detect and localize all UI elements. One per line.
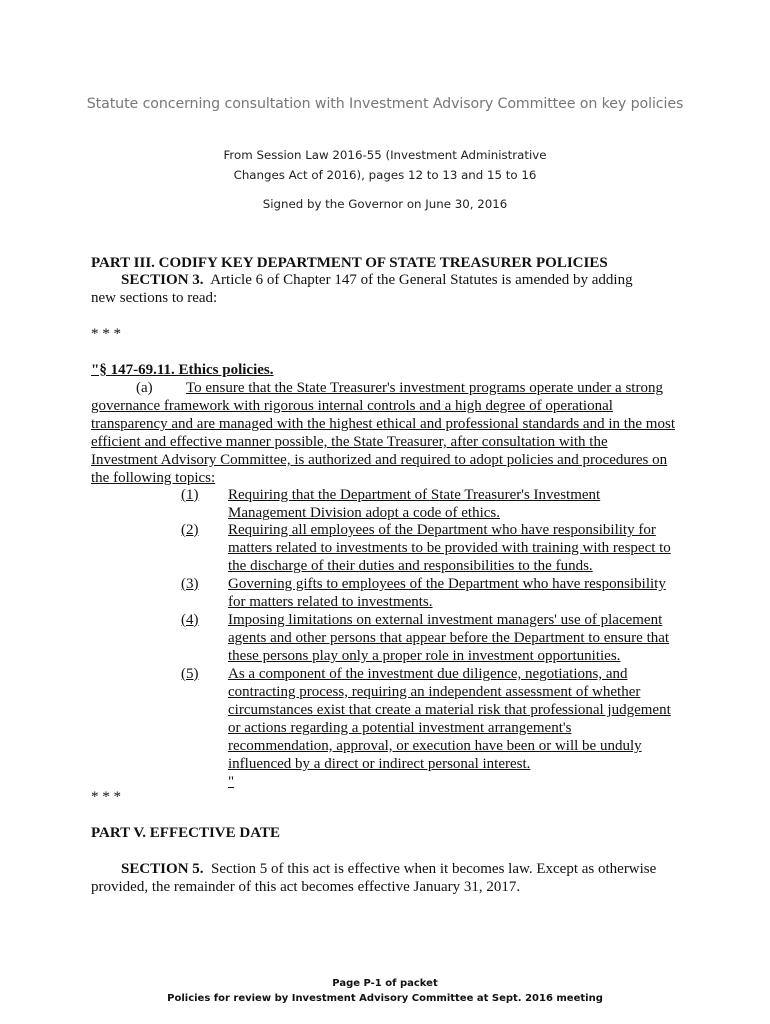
part5-heading: PART V. EFFECTIVE DATE [91, 825, 280, 841]
closing-quote: " [228, 774, 235, 790]
paragraph-a-line: efficient and effective manner possible, the State Treasurer, after consultation with the [91, 434, 608, 450]
source-line-2: Changes Act of 2016), pages 12 to 13 and 15 to 16 [233, 168, 537, 182]
item-line: recommendation, approval, or execution have been or will be unduly [228, 738, 642, 754]
item-line: for matters related to investments. [228, 594, 433, 610]
item-line: Requiring that the Department of State Treasurer's Investment [228, 487, 601, 503]
source-line-1: From Session Law 2016-55 (Investment Administrative [223, 148, 547, 162]
paragraph-a-line: transparency and are managed with the highest ethical and professional standards and in the most [91, 416, 675, 432]
item-line: Governing gifts to employees of the Department who have responsibility [228, 576, 666, 592]
paragraph-a-label: (a) [136, 380, 153, 396]
paragraph-a-line: Investment Advisory Committee, is authorized and required to adopt policies and procedures on [91, 452, 668, 468]
item-number: (4) [181, 612, 199, 628]
paragraph-a [91, 379, 691, 487]
section3-paragraph [91, 271, 691, 307]
item-line: circumstances exist that create a material risk that professional judgement [228, 702, 671, 718]
item-line: As a component of the investment due diligence, negotiations, and [228, 666, 628, 682]
item-line: Management Division adopt a code of ethics. [228, 505, 501, 521]
section3-label: SECTION 3. [121, 272, 204, 288]
signed-date-line: Signed by the Governor on June 30, 2016 [262, 197, 508, 211]
separator-asterisks: * * * [91, 326, 121, 342]
item-number: (3) [181, 576, 199, 592]
paragraph-a-line: To ensure that the State Treasurer's investment programs operate under a strong [186, 380, 663, 396]
item-line: Imposing limitations on external investment managers' use of placement [228, 612, 663, 628]
section3-text-2: new sections to read: [91, 290, 218, 306]
item-line: the discharge of their duties and responsibilities to the funds. [228, 558, 593, 574]
section5-label: SECTION 5. [121, 861, 204, 877]
document-title: Statute concerning consultation with Investment Advisory Committee on key policies [86, 96, 684, 112]
separator-asterisks: * * * [91, 789, 121, 805]
ethics-section-heading: "§ 147-69.11. Ethics policies. [91, 362, 274, 378]
item-line: or actions regarding a potential investment arrangement's [228, 720, 572, 736]
part3-heading: PART III. CODIFY KEY DEPARTMENT OF STATE TREASURER POLICIES [91, 255, 608, 271]
section3-text-1: Article 6 of Chapter 147 of the General Statutes is amended by adding [203, 272, 633, 288]
item-line: agents and other persons that appear before the Department to ensure that [228, 630, 670, 646]
footer-note: Policies for review by Investment Advisory Committee at Sept. 2016 meeting [167, 993, 603, 1004]
item-line: Requiring all employees of the Department who have responsibility for [228, 522, 656, 538]
item-line: matters related to investments to be provided with training with respect to [228, 540, 671, 556]
item-number: (1) [181, 487, 199, 503]
section5-text-1: Section 5 of this act is effective when it becomes law. Except as otherwise [203, 861, 657, 877]
paragraph-a-line: the following topics: [91, 470, 216, 486]
page-number: Page P-1 of packet [332, 978, 438, 989]
item-line: influenced by a direct or indirect personal interest. [228, 756, 531, 772]
paragraph-a-line: governance framework with rigorous internal controls and a high degree of operational [91, 398, 613, 414]
item-number: (5) [181, 666, 199, 682]
item-line: contracting process, requiring an independent assessment of whether [228, 684, 641, 700]
item-number: (2) [181, 522, 199, 538]
section5-paragraph [91, 860, 691, 896]
item-line: these persons play only a proper role in investment opportunities. [228, 648, 621, 664]
section5-text-2: provided, the remainder of this act becomes effective January 31, 2017. [91, 879, 521, 895]
